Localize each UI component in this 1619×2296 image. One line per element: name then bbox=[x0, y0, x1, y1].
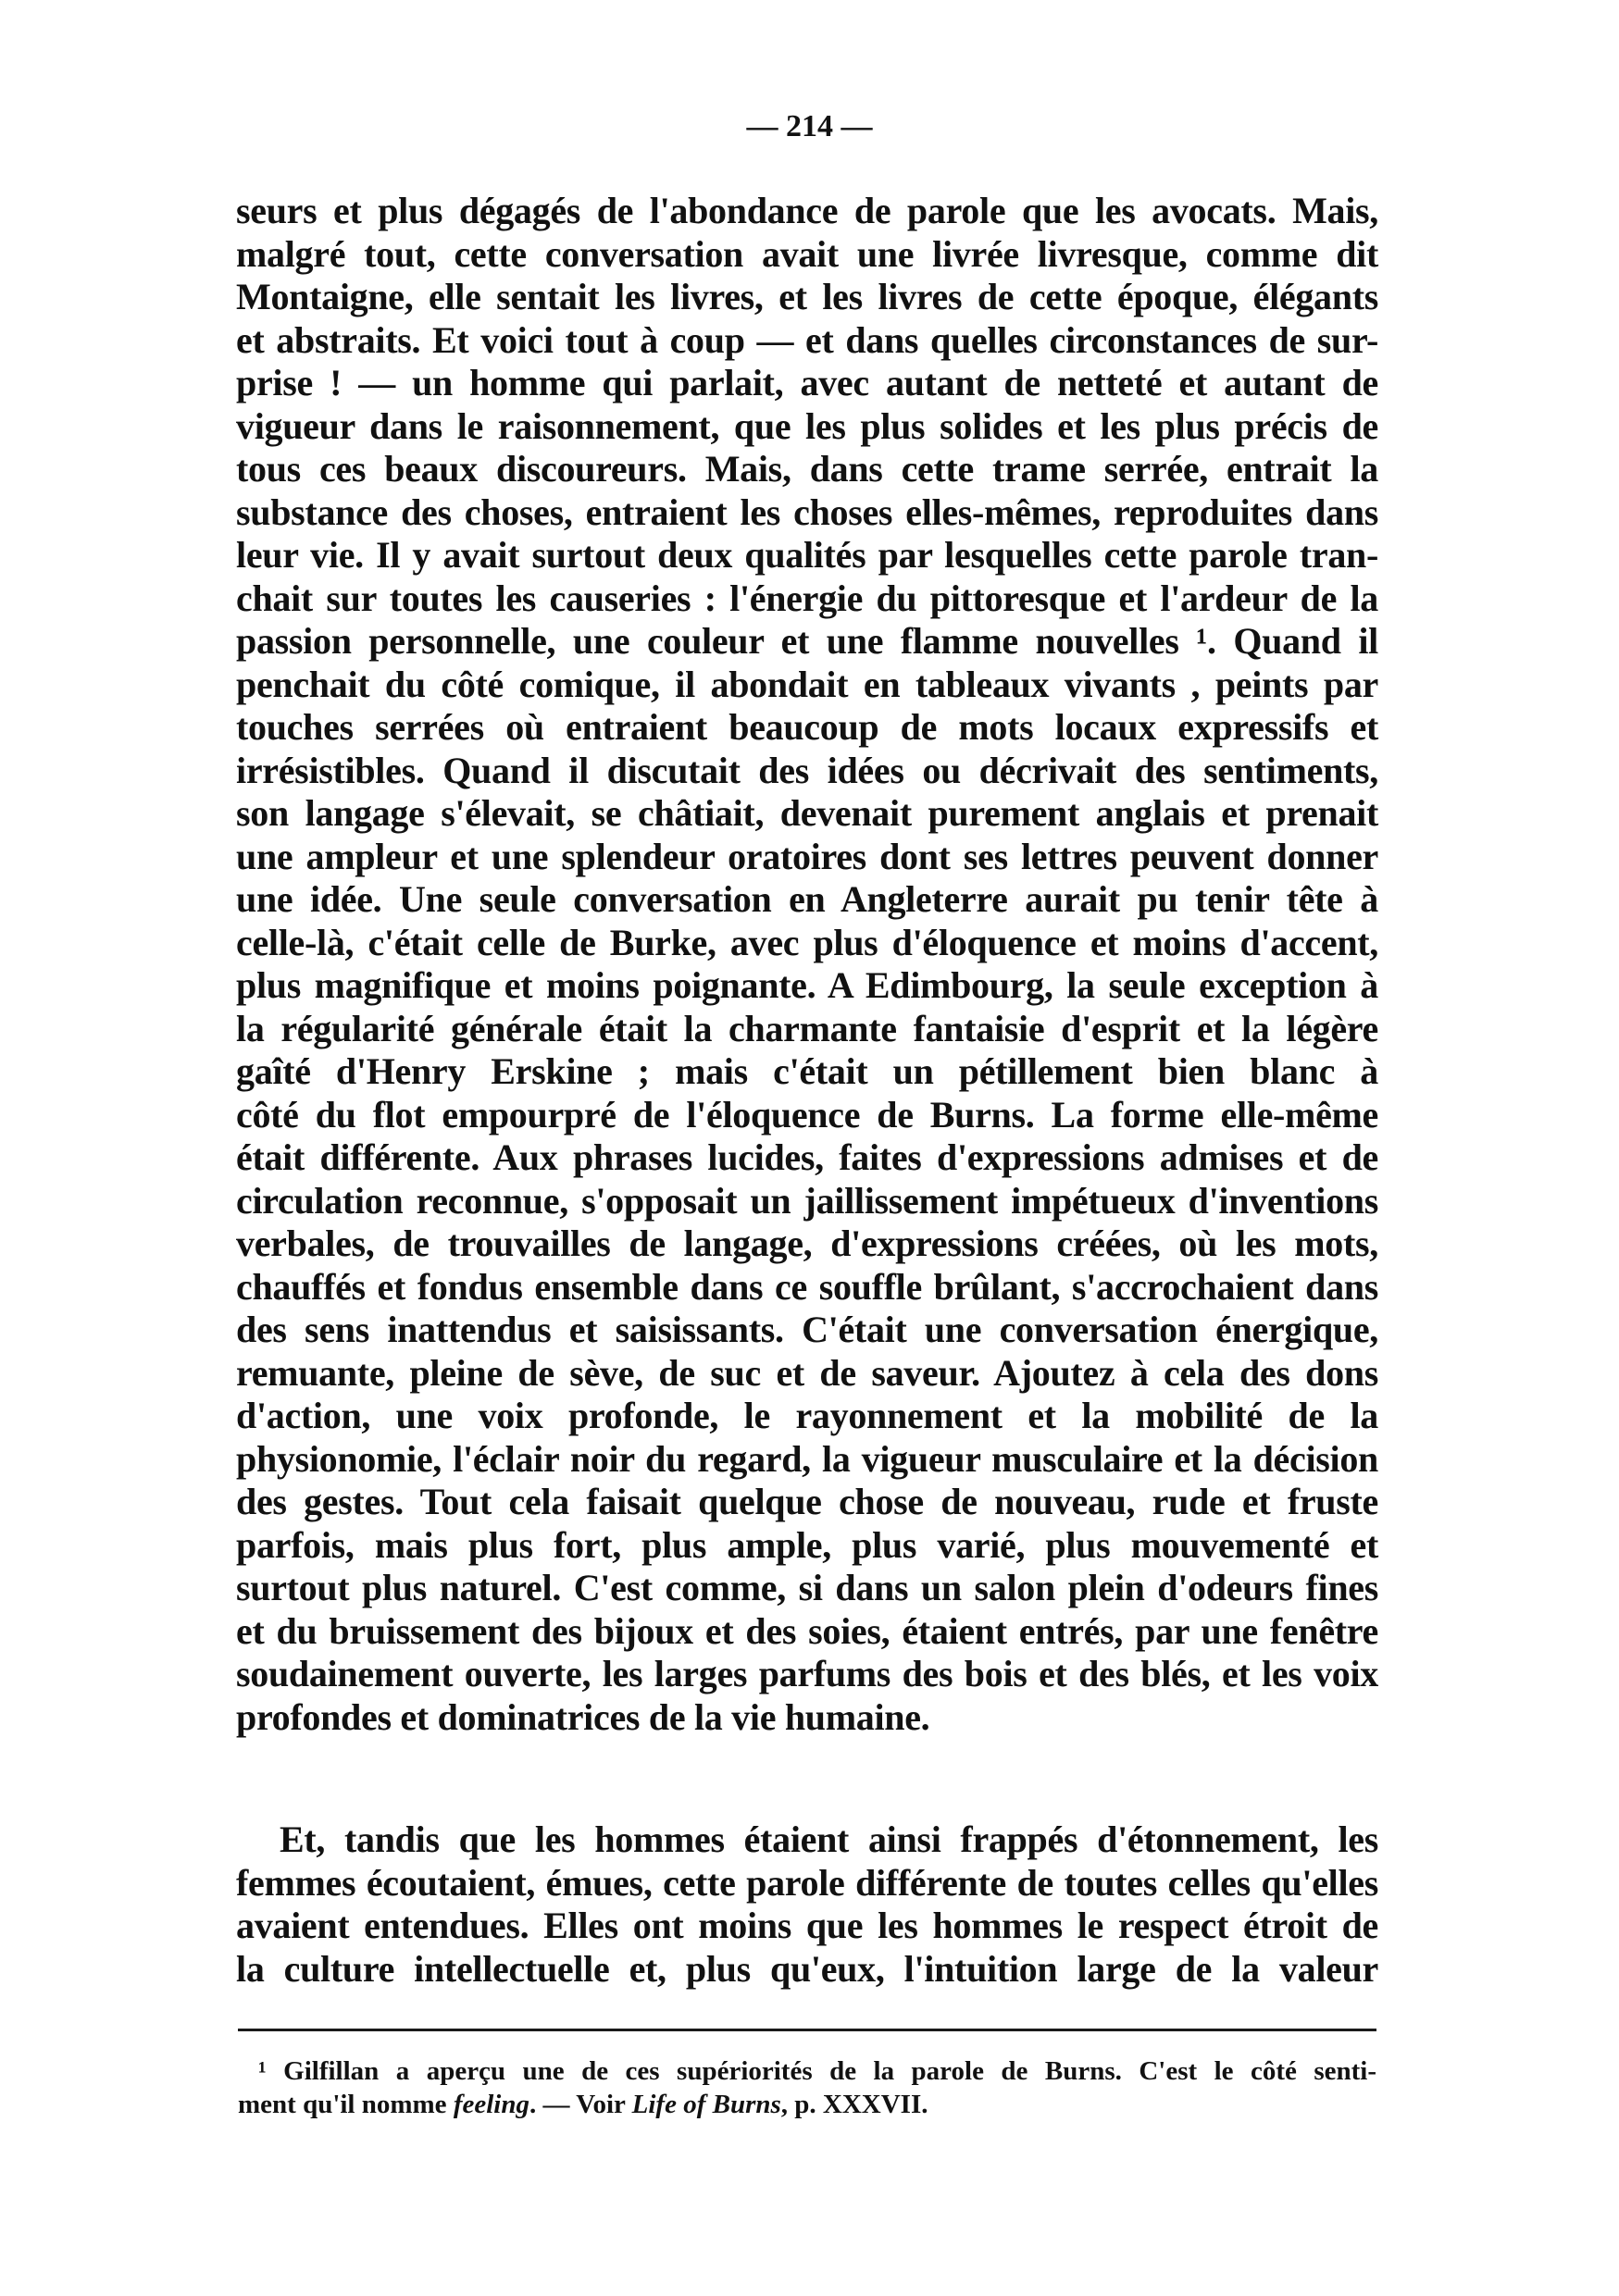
text-line: soudainement ouverte, les larges parfums des bois et des blés, et les voix bbox=[236, 1653, 1378, 1694]
text-line: chait sur toutes les causeries : l'énergie du pittoresque et l'ardeur de la bbox=[236, 577, 1378, 619]
text-line: penchait du côté comique, il abondait en tableaux vivants , peints par bbox=[236, 663, 1378, 705]
text-line: remuante, pleine de sève, de suc et de saveur. Ajoutez à cela des dons bbox=[236, 1351, 1378, 1394]
footnote bbox=[238, 2054, 1376, 2121]
text-line: chauffés et fondus ensemble dans ce souffle brûlant, s'accrochaient dans bbox=[236, 1265, 1378, 1308]
text-line: parfois, mais plus fort, plus ample, plus varié, plus mouvementé et bbox=[236, 1523, 1378, 1566]
text-line: passion personnelle, une couleur et une flamme nouvelles ¹. Quand il bbox=[236, 620, 1378, 662]
text-line: d'action, une voix profonde, le rayonnement et la mobilité de la bbox=[236, 1395, 1378, 1436]
footnote-line bbox=[238, 2088, 1376, 2121]
text-line: touches serrées où entraient beaucoup de mots locaux expressifs et bbox=[236, 706, 1378, 748]
footnote-line: ¹ Gilfillan a aperçu une de ces supériorités de la parole de Burns. C'est le côté senti- bbox=[258, 2056, 1376, 2086]
text-line: plus magnifique et moins poignante. A Edimbourg, la seule exception à bbox=[236, 964, 1378, 1006]
footnote-text: ment qu'il nomme bbox=[238, 2090, 454, 2119]
text-line: celle-là, c'était celle de Burke, avec plus d'éloquence et moins d'accent, bbox=[236, 921, 1378, 963]
text-line: surtout plus naturel. C'est comme, si dans un salon plein d'odeurs fines bbox=[236, 1567, 1378, 1608]
text-line: circulation reconnue, s'opposait un jaillissement impétueux d'inventions bbox=[236, 1179, 1378, 1222]
paragraph-2 bbox=[236, 1818, 1378, 1991]
text-line: et abstraits. Et voici tout à coup — et dans quelles circonstances de sur- bbox=[236, 318, 1378, 361]
text-line: gaîté d'Henry Erskine ; mais c'était un pétillement bien blanc à bbox=[236, 1050, 1378, 1092]
text-line: des sens inattendus et saisissants. C'était une conversation énergique, bbox=[236, 1309, 1378, 1350]
text-line: vigueur dans le raisonnement, que les plus solides et les plus précis de bbox=[236, 404, 1378, 447]
text-line: Et, tandis que les hommes étaient ainsi frappés d'étonnement, les bbox=[280, 1818, 1378, 1860]
text-line: prise ! — un homme qui parlait, avec autant de netteté et autant de bbox=[236, 362, 1378, 403]
text-line: son langage s'élevait, se châtiait, devenait purement anglais et prenait bbox=[236, 792, 1378, 834]
text-line: profondes et dominatrices de la vie humaine. bbox=[236, 1695, 930, 1738]
page-number: — 214 — bbox=[746, 109, 873, 143]
text-line: verbales, de trouvailles de langage, d'expressions créées, où les mots, bbox=[236, 1222, 1378, 1264]
text-line: irrésistibles. Quand il discutait des idées ou décrivait des sentiments, bbox=[236, 749, 1378, 791]
text-line: la culture intellectuelle et, plus qu'eux, l'intuition large de la valeur bbox=[236, 1947, 1378, 1990]
text-line: la régularité générale était la charmante fantaisie d'esprit et la légère bbox=[236, 1007, 1378, 1049]
text-line: une idée. Une seule conversation en Angleterre aurait pu tenir tête à bbox=[236, 878, 1378, 920]
text-line: seurs et plus dégagés de l'abondance de parole que les avocats. Mais, bbox=[236, 190, 1378, 231]
footnote-text: , p. XXXVII. bbox=[780, 2090, 928, 2119]
text-line: des gestes. Tout cela faisait quelque chose de nouveau, rude et fruste bbox=[236, 1481, 1378, 1522]
text-line: physionomie, l'éclair noir du regard, la vigueur musculaire et la décision bbox=[236, 1437, 1378, 1480]
text-line: Montaigne, elle sentait les livres, et les livres de cette époque, élégants bbox=[236, 276, 1378, 317]
paragraph-1 bbox=[236, 190, 1378, 1739]
text-line: une ampleur et une splendeur oratoires dont ses lettres peuvent donner bbox=[236, 835, 1378, 877]
text-line: leur vie. Il y avait surtout deux qualités par lesquelles cette parole tran- bbox=[236, 534, 1378, 576]
text-line: femmes écoutaient, émues, cette parole différente de toutes celles qu'elles bbox=[236, 1861, 1378, 1904]
text-line: malgré tout, cette conversation avait une livrée livresque, comme dit bbox=[236, 232, 1378, 275]
text-line: avaient entendues. Elles ont moins que les hommes le respect étroit de bbox=[236, 1905, 1378, 1946]
text-line: substance des choses, entraient les choses elles-mêmes, reproduites dans bbox=[236, 490, 1378, 533]
text-line: était différente. Aux phrases lucides, faites d'expressions admises et de bbox=[236, 1136, 1378, 1178]
footnote-term: feeling bbox=[453, 2090, 529, 2119]
text-line: et du bruissement des bijoux et des soies, étaient entrés, par une fenêtre bbox=[236, 1609, 1378, 1652]
footnote-book-title: Life of Burns bbox=[631, 2090, 781, 2119]
footnote-divider bbox=[238, 2029, 1376, 2031]
text-line: côté du flot empourpré de l'éloquence de Burns. La forme elle-même bbox=[236, 1093, 1378, 1136]
footnote-text: . — Voir bbox=[529, 2090, 632, 2119]
text-line: tous ces beaux discoureurs. Mais, dans cette trame serrée, entrait la bbox=[236, 448, 1378, 490]
